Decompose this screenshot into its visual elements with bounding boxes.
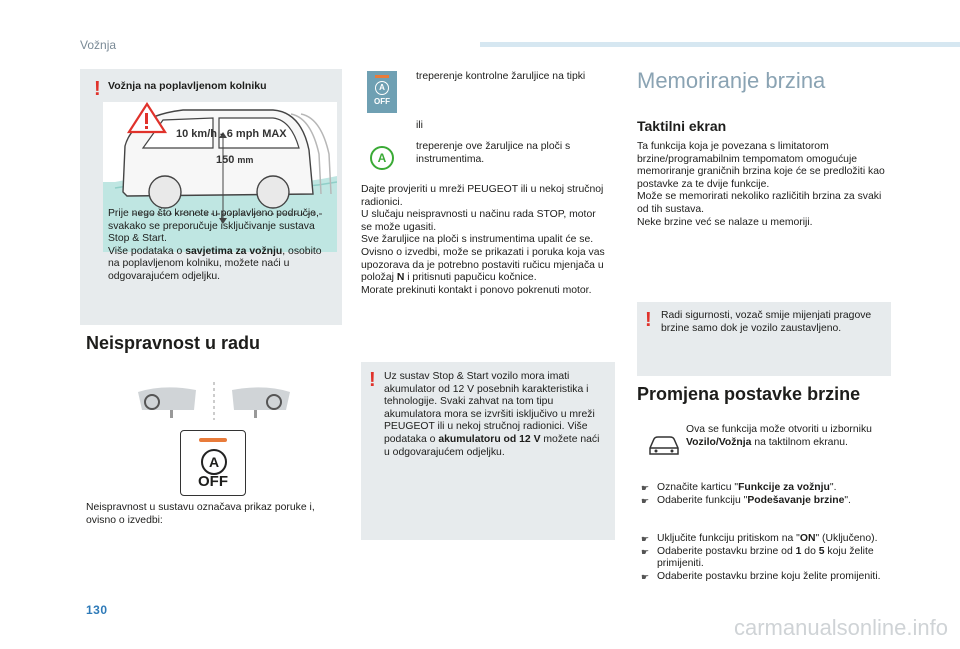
intro-1: Ta funkcija koja je povezana s limitatorom brzine/programabilnim tempomatom omogućuje memoriranje graničnih brzina koje će se predložiti kao postavke za te dvije funkcije. <box>637 141 885 190</box>
list-item: ☛ Odaberite funkciju "Podešavanje brzine". <box>641 494 851 506</box>
off-label: OFF <box>198 473 228 490</box>
menu-access-text <box>686 424 886 449</box>
para-line-4-end: i pritisnuti papučicu kočnice. <box>404 272 537 284</box>
bullet-arrow-icon: ☛ <box>641 483 650 493</box>
change-setting-title: Promjena postavke brzine <box>637 384 861 404</box>
green-auto-letter: A <box>377 151 387 165</box>
middle-paragraph <box>361 184 607 297</box>
para-line-4: Ovisno o izvedbi, može se prikazati i poruka koja vas upozorava da je potrebno postaviti ručicu mjenjača u položaj <box>361 246 605 284</box>
depth-unit: mm <box>237 155 254 165</box>
touchscreen-subtitle: Taktilni ekran <box>637 118 727 134</box>
indicator-2-text: treperenje ove žaruljice na ploči s instrumentima. <box>416 141 571 165</box>
flood-box-text <box>108 208 333 284</box>
off-label-small: OFF <box>374 97 390 106</box>
dashboard-illustration <box>134 380 294 422</box>
flood-warning-box <box>80 69 342 325</box>
flood-text-2-post: , osobito na poplavljenom kolniku, možete naći u odgovarajućem odjeljku. <box>108 245 322 282</box>
auto-a-small-letter: A <box>379 83 385 92</box>
auto-a-small-icon <box>375 81 389 95</box>
speed-limit-label: 10 km/h - 6 mph MAX <box>176 128 287 140</box>
safety-note-box <box>637 302 891 376</box>
gear-position-n: N <box>396 272 405 284</box>
flood-text-2-pre: Više podataka o <box>108 245 186 257</box>
button-indicator-icon <box>367 71 397 113</box>
flood-text-1: Prije nego što krenete u poplavljeno područje, svakako se preporučuje isključivanje sustava Stop & Start. <box>108 208 319 245</box>
warning-icon: ! <box>645 309 652 331</box>
safety-note-text: Radi sigurnosti, vozač smije mijenjati pragove brzine samo dok je vozilo zaustavljeno. <box>661 310 872 334</box>
bullet-arrow-icon: ☛ <box>641 546 650 557</box>
battery-box-text <box>384 371 606 459</box>
para-line-2: U slučaju neispravnosti u načinu rada STOP, motor se može ugasiti. <box>361 209 596 233</box>
list-item: ☛ Odaberite postavku brzine koju želite promijeniti. <box>641 570 881 582</box>
steps-list-a <box>641 482 891 507</box>
memory-speed-title: Memoriranje brzina <box>637 68 826 93</box>
car-menu-icon <box>647 434 681 458</box>
list-item: ☛ Uključite funkciju pritiskom na "ON" (Uključeno). <box>641 533 878 544</box>
bullet-arrow-icon: ☛ <box>641 571 650 582</box>
auto-a-icon <box>201 449 227 475</box>
menu-text-pre: Ova se funkcija može otvoriti u izborniku <box>686 424 872 435</box>
bullet-arrow-icon: ☛ <box>641 534 650 544</box>
steps-list-b <box>641 533 886 583</box>
green-auto-icon <box>370 146 394 170</box>
menu-text-post: na taktilnom ekranu. <box>751 436 848 448</box>
indicator-1-text: treperenje kontrolne žaruljice na tipki <box>416 71 586 82</box>
intro-3: Neke brzine već se nalaze u memoriji. <box>637 216 813 228</box>
memory-intro <box>637 141 887 229</box>
battery-text-post: možete naći u odgovarajućem odjeljku. <box>384 433 600 458</box>
depth-value <box>216 154 253 166</box>
flood-box-title: Vožnja na poplavljenom kolniku <box>108 80 267 92</box>
para-line-1: Dajte provjeriti u mreži PEUGEOT ili u nekoj stručnoj radionici. <box>361 184 604 208</box>
header-bar <box>480 42 960 47</box>
auto-a-letter: A <box>208 454 220 470</box>
orange-indicator <box>199 438 227 442</box>
watermark: carmanualsonline.info <box>733 615 948 640</box>
para-line-3: Sve žaruljice na ploči s instrumentima upalit će se. <box>361 234 594 246</box>
menu-text-bold: Vozilo/Vožnja <box>686 436 752 448</box>
list-item: ☛ Odaberite postavku brzine od 1 do 5 koju želite primijeniti. <box>641 545 874 570</box>
or-text: ili <box>416 120 423 131</box>
malfunction-heading: Neispravnost u radu <box>86 333 261 353</box>
page-number: 130 <box>86 603 108 617</box>
battery-text: Uz sustav Stop & Start vozilo mora imati akumulator od 12 V posebnih karakteristika i tehnologije. Svaki zahvat na tom tipu akumulatora mora se izvršiti isključivo u mreži PEUGEOT ili u nekoj stručnoj radionici. Više podataka o <box>384 371 595 445</box>
bullet-arrow-icon: ☛ <box>641 495 650 506</box>
malfunction-caption: Neispravnost u sustavu označava prikaz poruke i, ovisno o izvedbi: <box>86 502 315 526</box>
intro-2: Može se memorirati nekoliko različitih brzina za svaki od tih sustava. <box>637 191 882 215</box>
stop-start-button-icon <box>180 430 246 496</box>
warning-icon: ! <box>369 369 376 391</box>
list-item: ☛ Označite karticu "Funkcije za vožnju". <box>641 482 837 493</box>
orange-indicator-small <box>375 75 389 78</box>
battery-text-bold: akumulatoru od 12 V <box>438 433 541 445</box>
warning-icon: ! <box>94 78 101 100</box>
flood-text-2-bold: savjetima za vožnju <box>185 245 283 257</box>
battery-info-box <box>361 362 615 540</box>
depth-number: 150 <box>216 154 235 166</box>
para-line-5: Morate prekinuti kontakt i ponovo pokrenuti motor. <box>361 284 592 296</box>
section-title: Vožnja <box>80 38 117 52</box>
